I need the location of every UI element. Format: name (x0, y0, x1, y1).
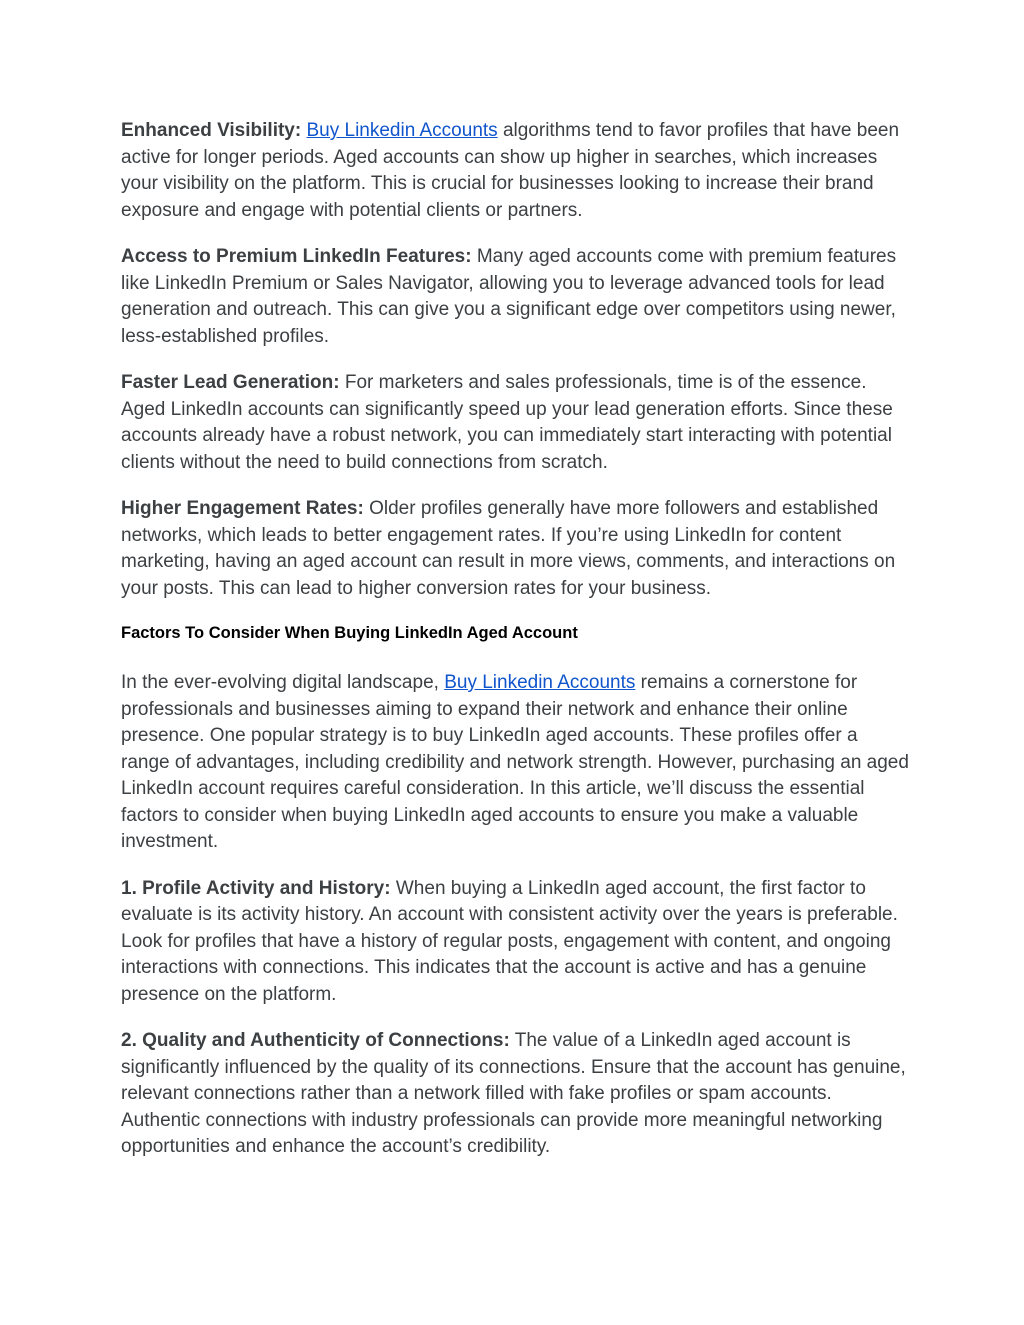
paragraph-lead-bold: Faster Lead Generation: (121, 372, 340, 393)
paragraph-engagement-rates (121, 496, 911, 602)
buy-linkedin-accounts-link[interactable]: Buy Linkedin Accounts (444, 672, 636, 693)
buy-linkedin-accounts-link[interactable]: Buy Linkedin Accounts (306, 120, 498, 141)
paragraph-lead-bold: Higher Engagement Rates: (121, 498, 364, 519)
paragraph-text: remains a cornerstone for professionals and businesses aiming to expand their network and enhance their online presence. One popular strategy is to buy LinkedIn aged accounts. These profiles offer a range of advantages, including credibility and network strength. However, purchasing an aged LinkedIn account requires careful consideration. In this article, we’ll discuss the essential factors to consider when buying LinkedIn aged accounts to ensure you make a valuable investment. (121, 672, 909, 852)
paragraph-lead-bold: 2. Quality and Authenticity of Connections: (121, 1030, 510, 1051)
paragraph-lead-bold: Access to Premium LinkedIn Features: (121, 246, 472, 267)
paragraph-text: Older profiles generally have more followers and established networks, which leads to better engagement rates. If you’re using LinkedIn for content marketing, having an aged account can result in more views, comments, and interactions on your posts. This can lead to higher conversion rates for your business. (121, 498, 896, 599)
paragraph-lead-generation (121, 370, 911, 476)
paragraph-text: The value of a LinkedIn aged account is significantly influenced by the quality of its connections. Ensure that the account has genuine, relevant connections rather than a network filled with fake profiles or spam accounts. Authentic connections with industry professionals can provide more meaningful networking opportunities and enhance the account’s credibility. (121, 1030, 906, 1157)
paragraph-lead-bold: 1. Profile Activity and History: (121, 877, 391, 899)
paragraph-text: For marketers and sales professionals, time is of the essence. Aged LinkedIn accounts can significantly speed up your lead generation efforts. Since these accounts already have a robust network, you can immediately start interacting with potential clients without the need to build connections from scratch. (121, 372, 893, 473)
section-heading: Factors To Consider When Buying LinkedIn Aged Account (121, 624, 578, 642)
paragraph-connections-quality (121, 1028, 911, 1161)
document-page (121, 118, 911, 1181)
paragraph-intro (121, 670, 911, 856)
paragraph-text: When buying a LinkedIn aged account, the first factor to evaluate is its activity history. An account with consistent activity over the years is preferable. Look for profiles that have a history of regular posts, engagement with content, and ongoing interactions with connections. This indicates that the account is active and has a genuine presence on the platform. (121, 877, 898, 1005)
paragraph-text: algorithms tend to favor profiles that have been active for longer periods. Aged accounts can show up higher in searches, which increases your visibility on the platform. This is crucial for businesses looking to increase their brand exposure and engage with potential clients or partners. (121, 120, 900, 221)
paragraph-enhanced-visibility (121, 118, 911, 224)
paragraph-profile-activity (121, 876, 911, 1009)
paragraph-text: Many aged accounts come with premium features like LinkedIn Premium or Sales Navigator, allowing you to leverage advanced tools for lead generation and outreach. This can give you a significant edge over competitors using newer, less-established profiles. (121, 246, 897, 347)
paragraph-lead-bold: Enhanced Visibility: (121, 120, 302, 141)
paragraph-text: In the ever-evolving digital landscape, (121, 672, 445, 693)
paragraph-premium-features (121, 244, 911, 350)
